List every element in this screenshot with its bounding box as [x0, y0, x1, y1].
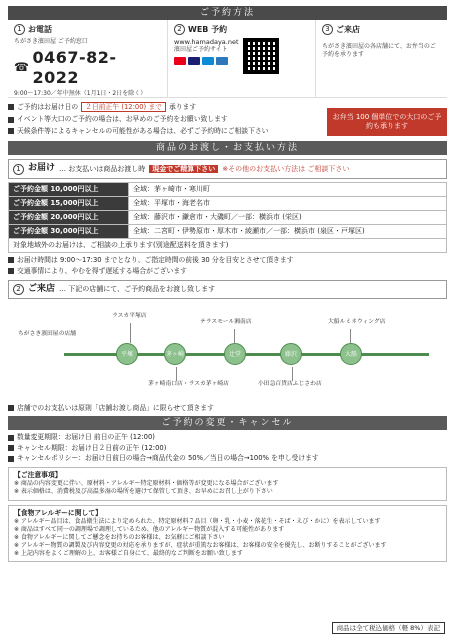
tax-note: 商品は全て税込価格（軽 8%）表記 [332, 622, 445, 634]
station-fujisawa: 藤沢 [280, 343, 302, 365]
bullet-icon [8, 435, 14, 441]
reservation-notices [8, 102, 447, 138]
change-item: キャンセル期限：お届け日２日前の正午 (12:00) [8, 444, 447, 452]
table-row: ご予約金額 15,000円以上 全域：平塚市・海老名市 [9, 196, 447, 210]
delivery-note: 交通事情により、やむを得ず遅延する場合がございます [8, 267, 447, 275]
station-chigasaki: 茅ヶ崎 [164, 343, 186, 365]
delivery-header: 1 お届け … お支払いは商品お渡し時 現金でご精算下さい ※その他のお支払い方法は ご相談下さい [8, 159, 447, 178]
change-band: ご予約の変更・キャンセル [8, 416, 447, 430]
web-url[interactable]: www.hamadaya.net [174, 38, 239, 46]
web-section [168, 20, 316, 97]
number-badge: 3 [322, 24, 333, 35]
allergy-box: 【食物アレルギーに関して】 ※ アレルギー品目は、食品衛生法により定められた、特定原材料７品目（卵・乳・小麦・落花生・そば・えび・かに）を表示しています ※ 商品はすべて同一の調理場で調理しているため、他のアレルギー物質が混入する可能性があります ※ 食物アレルギーに関してご懸念をお持ちのお客様は、お気軽にご相談下さい ※ アレルギー物質の調製及び内容変更の対応を承りますが、症状が重篤なお客様は、お客様の安全を優先し、お断りすることがございます ※ 上記内容をよくご理解の上、お客様ご自身にて、最終的なご判断をお願い致します [8, 505, 447, 563]
notice-item: イベント等大口のご予約の場合は、お早めのご予約をお願い致します [8, 115, 327, 123]
table-row: 対象地域外のお届けは、ご相談の上承ります(別途配送料を頂きます) [9, 238, 447, 252]
notice-item: ご予約はお届け日の ２日前正午 (12:00) まで 承ります [8, 102, 327, 112]
cash-payment-badge: 現金でご精算下さい [149, 165, 218, 174]
phone-title: お電話 [28, 24, 52, 34]
table-row: ご予約金額 20,000円以上 全域：藤沢市・鎌倉市・大磯町／一部：横浜市 (栄区) [9, 210, 447, 224]
bullet-icon [8, 117, 14, 123]
qr-code-icon[interactable] [243, 38, 279, 74]
phone-hours: 9:00〜17:30／年中無休（1月1日・2日を除く） [14, 89, 147, 97]
payment-cards [174, 57, 239, 65]
phone-desk: ちがさき濱田屋 ご予約窓口 [14, 38, 88, 45]
station-ofuna: 大船 [340, 343, 362, 365]
web-site-label: 濱田屋ご予約サイト [174, 46, 228, 54]
store-route-map [8, 303, 447, 401]
shop-label: 茅ヶ崎南口店・ラスカ茅ヶ崎店 [148, 380, 229, 387]
phone-section [8, 20, 168, 97]
notice-item: 天候条件等によるキャンセルの可能性がある場合は、必ずご予約時にご相談下さい [8, 127, 327, 135]
change-item: 数量変更期限：お届け日 前日の正午 (12:00) [8, 433, 447, 441]
bullet-icon [8, 268, 14, 274]
shop-label: 小田急百貨店ふじさわ店 [258, 380, 322, 387]
bullet-icon [8, 405, 14, 411]
bullet-icon [8, 104, 14, 110]
delivery-band: 商品のお渡し・お支払い方法 [8, 141, 447, 155]
delivery-area-table [8, 182, 447, 253]
bullet-icon [8, 456, 14, 462]
shop-label: テラスモール湘南店 [200, 318, 252, 325]
shop-label: ラスカ平塚店 [112, 312, 147, 319]
table-row: ご予約金額 10,000円以上 全域：茅ヶ崎市・寒川町 [9, 182, 447, 196]
station-hiratsuka: 平塚 [116, 343, 138, 365]
store-desc: ちがさき濱田屋の各店舗にて、お弁当のご予約を承ります [322, 43, 436, 58]
number-badge: 2 [174, 24, 185, 35]
shop-label: 大船ルミネウィング店 [328, 318, 386, 325]
reservation-band: ご予約方法 [8, 6, 447, 20]
bullet-icon [8, 445, 14, 451]
delivery-note: お届け時間は 9:00〜17:30 までとなり、ご指定時間の前後 30 分を目安とさせて頂きます [8, 256, 447, 264]
web-title: WEB 予約 [188, 24, 228, 34]
jcb-icon [202, 57, 214, 65]
bullet-icon [8, 128, 14, 134]
change-item: キャンセルポリシー：お届け日前日の場合→商品代金の 50%／当日の場合→100% を申し受けます [8, 454, 447, 462]
number-badge: 2 [13, 284, 24, 295]
pickup-title: ご来店 [28, 283, 56, 294]
caution-box: 【ご注意事項】 ※ 商品の内容変更に伴い、原材料・アレルギー特定原材料・価格等が変更になる場合がございます ※ 表示価格は、消費税及び高温多湿の場所を避けて保管して頂き、お早めにお召し上がり下さい [8, 467, 447, 501]
mastercard-icon [174, 57, 186, 65]
store-title: ご来店 [336, 24, 360, 34]
visa-icon [188, 57, 200, 65]
number-badge: 1 [14, 24, 25, 35]
pickup-header: 2 ご来店 … 下記の店舗にて、ご予約商品をお渡し致します [8, 280, 447, 299]
shop-label: ちがさき濱田屋の店舗 [18, 330, 76, 337]
contact-methods [8, 20, 447, 98]
delivery-title: お届け [28, 163, 56, 174]
store-section [316, 20, 447, 97]
station-tsujido: 辻堂 [224, 343, 246, 365]
table-row: ご予約金額 30,000円以上 全域：二宮町・伊勢原市・厚木市・綾瀬市／一部：横浜市 (泉区・戸塚区) [9, 224, 447, 238]
number-badge: 1 [13, 164, 24, 175]
bulk-order-promo: お弁当 100 個単位での大口のご予約も承ります [327, 108, 447, 136]
phone-number[interactable]: 0467-82-2022 [32, 47, 117, 87]
bullet-icon [8, 257, 14, 263]
change-list [8, 433, 447, 462]
amex-icon [216, 57, 228, 65]
phone-icon: ☎ [14, 60, 30, 74]
pickup-note: 店舗でのお支払いは原則「店舗お渡し商品」に限らせて頂きます [8, 404, 447, 412]
